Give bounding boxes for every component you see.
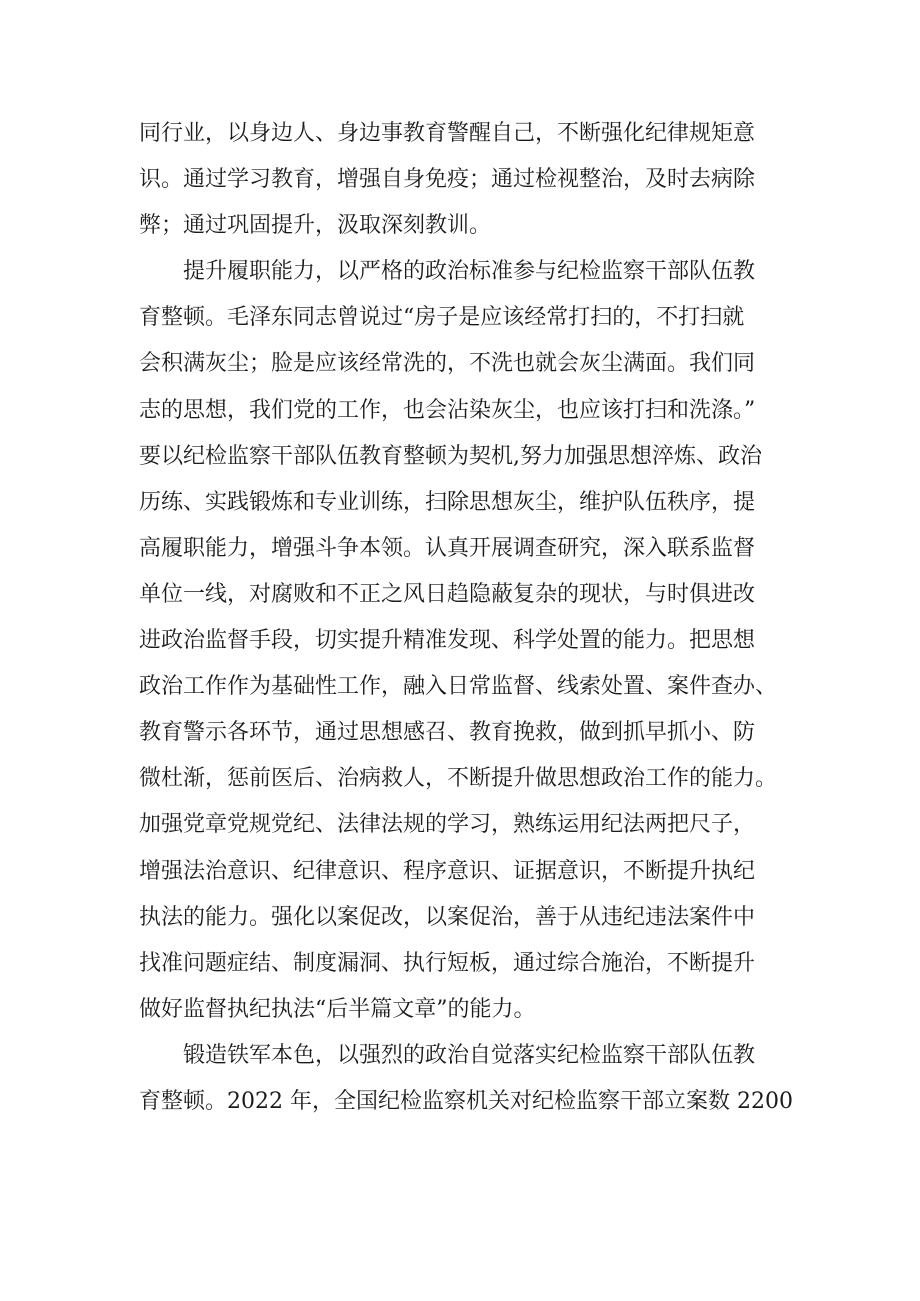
text-line: 要以纪检监察干部队伍教育整顿为契机,努力加强思想淬炼、政治 <box>139 443 762 469</box>
text-line: 增强法治意识、纪律意识、程序意识、证据意识，不断提升执纪 <box>139 858 756 884</box>
text-line: 微杜渐，惩前医后、治病救人，不断提升做思想政治工作的能力。 <box>139 766 778 792</box>
text-line: 同行业，以身边人、身边事教育警醒自己，不断强化纪律规矩意 <box>139 121 756 146</box>
text-line: 弊；通过巩固提升，汲取深刻教训。 <box>139 213 492 239</box>
text-line: 提升履职能力，以严格的政治标准参与纪检监察干部队伍教 <box>183 259 756 285</box>
text-line: 做好监督执纪执法“后半篇文章”的能力。 <box>139 996 536 1022</box>
text-line: 单位一线，对腐败和不正之风日趋隐蔽复杂的现状，与时俱进改 <box>139 581 756 607</box>
text-line: 锻造铁军本色，以强烈的政治自觉落实纪检监察干部队伍教 <box>183 1042 756 1068</box>
body-text <box>139 111 799 1125</box>
text-line: 历练、实践锻炼和专业训练，扫除思想灰尘，维护队伍秩序，提 <box>139 489 756 515</box>
text-line: 加强党章党规党纪、法律法规的学习，熟练运用纪法两把尺子， <box>139 812 756 838</box>
text-line: 政治工作作为基础性工作，融入日常监督、线索处置、案件查办、 <box>139 674 778 700</box>
text-line: 高履职能力，增强斗争本领。认真开展调查研究，深入联系监督 <box>139 535 756 561</box>
text-line: 教育警示各环节，通过思想感召、教育挽救，做到抓早抓小、防 <box>139 720 756 746</box>
text-line: 找准问题症结、制度漏洞、执行短板，通过综合施治，不断提升 <box>139 950 756 976</box>
text-line: 育整顿。毛泽东同志曾说过“房子是应该经常打扫的，不打扫就 <box>139 305 745 331</box>
text-line: 会积满灰尘；脸是应该经常洗的，不洗也就会灰尘满面。我们同 <box>139 351 756 377</box>
text-line: 志的思想，我们党的工作，也会沾染灰尘，也应该打扫和洗涤。” <box>139 397 756 423</box>
text-line: 执法的能力。强化以案促改，以案促治，善于从违纪违法案件中 <box>139 904 756 930</box>
text-line: 识。通过学习教育，增强自身免疫；通过检视整治，及时去病除 <box>139 167 756 193</box>
text-line: 育整顿。2022 年，全国纪检监察机关对纪检监察干部立案数 2200 <box>139 1088 793 1114</box>
text-line: 进政治监督手段，切实提升精准发现、科学处置的能力。把思想 <box>139 628 756 654</box>
